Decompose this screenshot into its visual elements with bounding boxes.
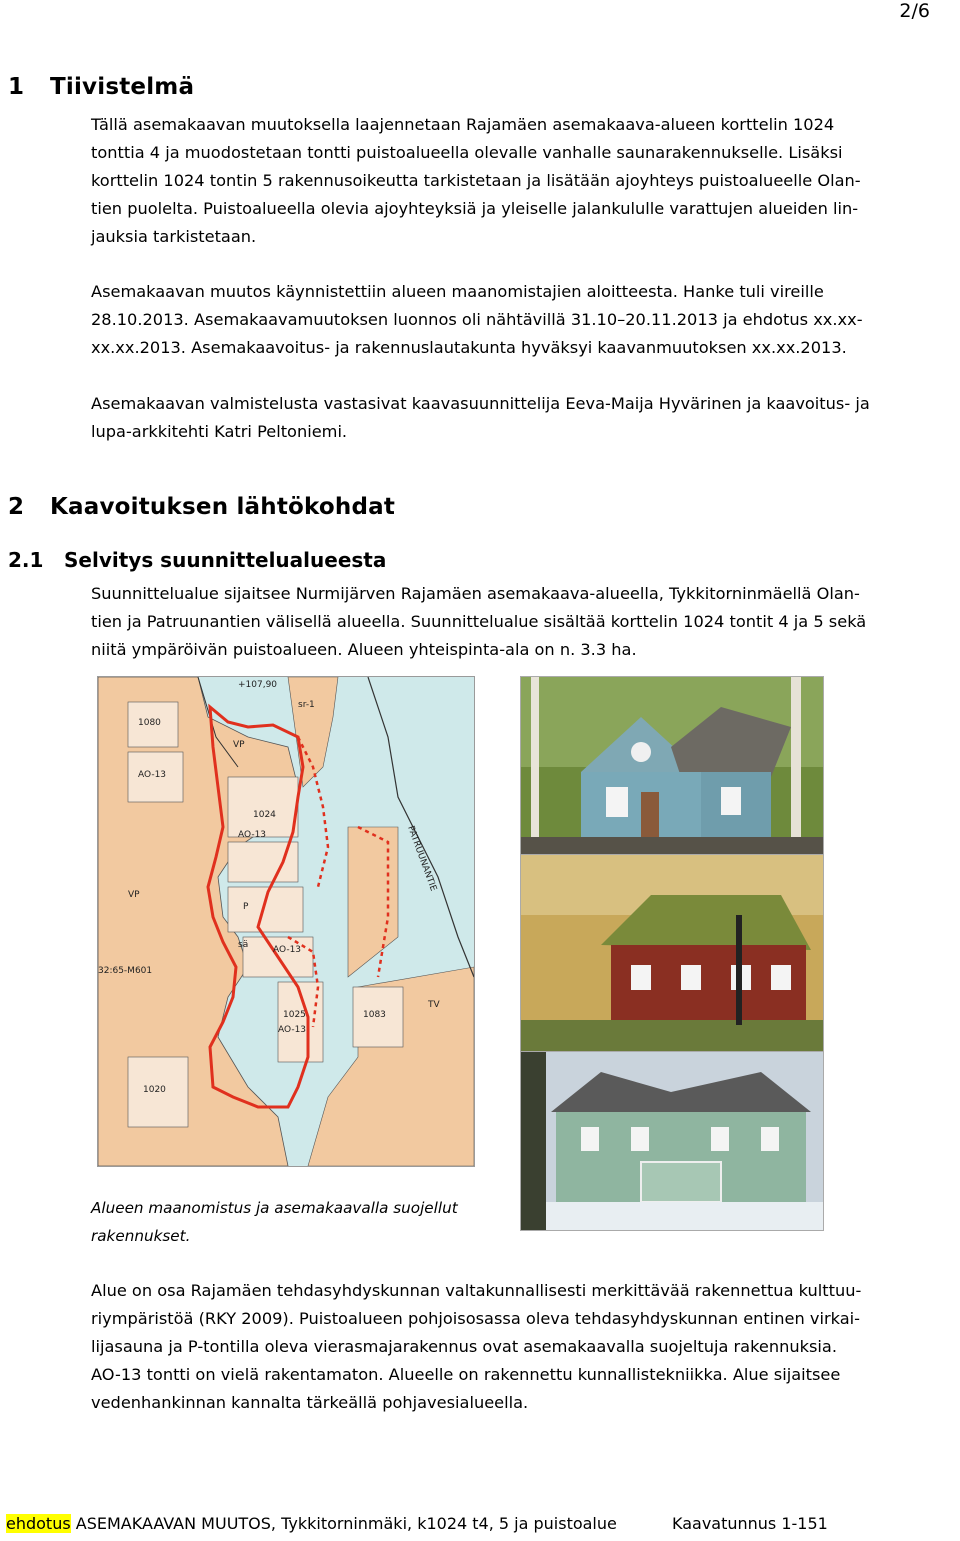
text-line: niitä ympäröivän puistoalueen. Alueen yhteispinta-ala on n. 3.3 ha. [91, 640, 637, 659]
map-label: VP [128, 890, 140, 900]
page-number: 2/6 [899, 0, 930, 22]
footer-title: ASEMAKAAVAN MUUTOS, Tykkitorninmäki, k1024 t4, 5 ja puistoalue [70, 1514, 617, 1533]
text-line: Alue on osa Rajamäen tehdasyhdyskunnan valtakunnallisesti merkittävää rakennettua kulttuu- [91, 1281, 862, 1300]
text-line: Tällä asemakaavan muutoksella laajennetaan Rajamäen asemakaava-alueen korttelin 1024 [91, 115, 835, 134]
caption-line: rakennukset. [91, 1227, 191, 1245]
guesthouse-photo-drawing [521, 855, 823, 1052]
section-1-number: 1 [8, 74, 25, 100]
footer-status: ehdotus [6, 1514, 71, 1533]
caption-line: Alueen maanomistus ja asemakaavalla suojellut [91, 1199, 458, 1217]
text-line: tien puolelta. Puistoalueella olevia ajoyhteyksiä ja yleiselle jalankululle varattujen alueiden lin- [91, 199, 859, 218]
survey-paragraph [91, 580, 959, 664]
text-line: Asemakaavan muutos käynnistettiin alueen maanomistajien aloitteesta. Hanke tuli vireille [91, 282, 824, 301]
text-line: tonttia 4 ja muodostetaan tontti puistoalueella olevalle vanhalle saunarakennukselle. Lisäksi [91, 143, 843, 162]
subsection-2-1-heading [8, 548, 386, 572]
photo-guesthouse [520, 854, 824, 1053]
text-line: vedenhankinnan kannalta tärkeällä pohjavesialueella. [91, 1393, 529, 1412]
section-2-number: 2 [8, 494, 25, 520]
map-label: 1025 [283, 1010, 306, 1020]
map-label: PATRUUNANTIE [405, 824, 439, 893]
subsection-title: Selvitys suunnittelualueesta [64, 548, 387, 572]
map-label: TV [428, 1000, 440, 1010]
section-2-heading [8, 494, 395, 520]
sauna-photo-drawing [521, 677, 823, 855]
map-label: AO-13 [238, 830, 267, 840]
map-label: AO-13 [273, 945, 302, 955]
map-label: VP [233, 740, 245, 750]
map-label: sä [238, 940, 249, 950]
map-label: 1083 [363, 1010, 386, 1020]
zoning-map [97, 676, 475, 1167]
section-1-heading [8, 74, 194, 100]
villa-photo-drawing [521, 1052, 823, 1230]
summary-paragraph-3 [91, 390, 959, 446]
map-label: 32:65-M601 [98, 966, 153, 976]
map-label: AO-13 [138, 770, 167, 780]
text-line: tien ja Patruunantien välisellä alueella. Suunnittelualue sisältää korttelin 1024 tontit 4 ja 5 sekä [91, 612, 867, 631]
map-label: 1020 [143, 1085, 166, 1095]
heritage-paragraph [91, 1277, 959, 1417]
text-line: Asemakaavan valmistelusta vastasivat kaavasuunnittelija Eeva-Maija Hyvärinen ja kaavoitus- ja [91, 394, 870, 413]
text-line: jauksia tarkistetaan. [91, 227, 257, 246]
text-line: Suunnittelualue sijaitsee Nurmijärven Rajamäen asemakaava-alueella, Tykkitorninmäellä Olan- [91, 584, 860, 603]
text-line: lijasauna ja P-tontilla oleva vierasmajarakennus ovat asemakaavalla suojeltuja rakennuksia. [91, 1337, 837, 1356]
text-line: korttelin 1024 tontin 5 rakennusoikeutta tarkistetaan ja lisätään ajoyhteys puistoalueelle Olan- [91, 171, 861, 190]
photo-villa [520, 1051, 824, 1231]
page-footer [6, 1514, 828, 1533]
text-line: AO-13 tontti on vielä rakentamaton. Alueelle on rakennettu kunnallistekniikka. Alue sijaitsee [91, 1365, 841, 1384]
text-line: 28.10.2013. Asemakaavamuutoksen luonnos oli nähtävillä 31.10–20.11.2013 ja ehdotus xx.xx- [91, 310, 863, 329]
map-label: P [243, 902, 249, 912]
text-line: riympäristöä (RKY 2009). Puistoalueen pohjoisosassa oleva tehdasyhdyskunnan entinen virkai- [91, 1309, 860, 1328]
section-1-title: Tiivistelmä [50, 74, 195, 100]
summary-paragraph-2 [91, 278, 959, 362]
photo-sauna [520, 676, 824, 856]
zoning-map-drawing [98, 677, 474, 1166]
map-label: AO-13 [278, 1025, 307, 1035]
text-line: xx.xx.2013. Asemakaavoitus- ja rakennuslautakunta hyväksyi kaavanmuutoksen xx.xx.2013. [91, 338, 847, 357]
text-line: lupa-arkkitehti Katri Peltoniemi. [91, 422, 348, 441]
map-label: 1080 [138, 718, 161, 728]
section-2-title: Kaavoituksen lähtökohdat [50, 494, 396, 520]
map-label: 1024 [253, 810, 276, 820]
footer-plan-code: Kaavatunnus 1-151 [672, 1514, 828, 1533]
map-label: sr-1 [298, 700, 315, 710]
summary-paragraph-1 [91, 111, 959, 251]
subsection-number: 2.1 [8, 548, 44, 572]
figure-caption [91, 1194, 501, 1250]
map-label: +107,90 [238, 680, 278, 690]
